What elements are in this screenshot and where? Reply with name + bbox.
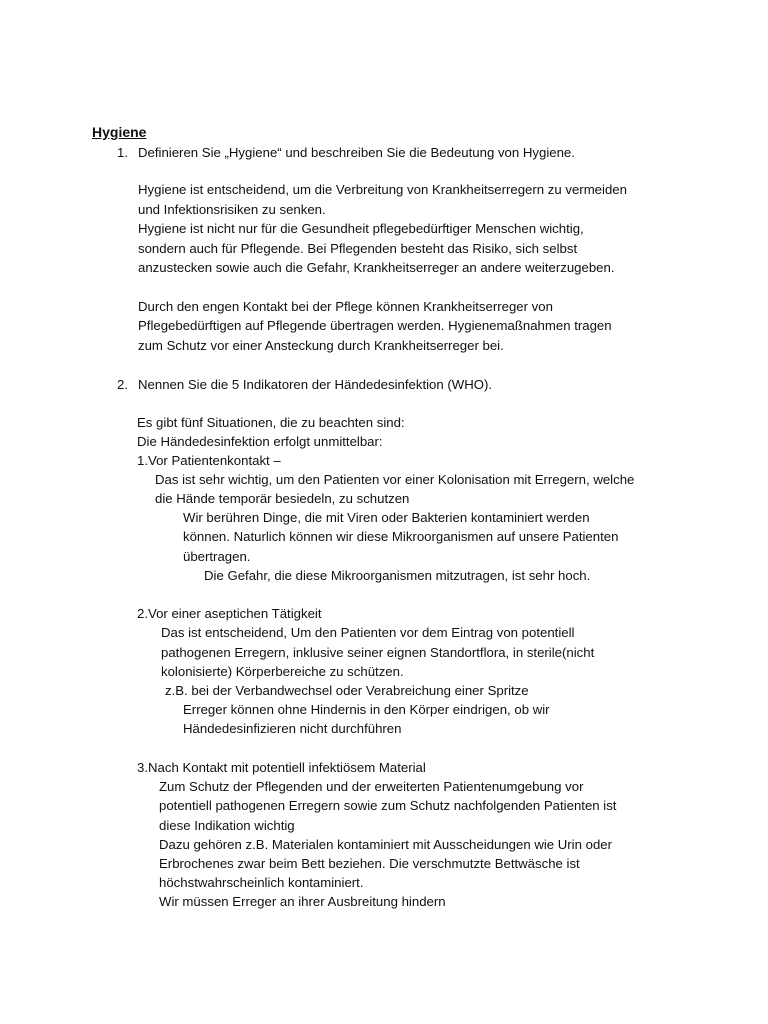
answer-line: die Hände temporär besiedeln, zu schutzen bbox=[155, 491, 410, 506]
answer-line: pathogenen Erregern, inklusive seiner eignen Standortflora, in sterile(nicht bbox=[161, 645, 595, 660]
indicator-heading: 2.Vor einer aseptichen Tätigkeit bbox=[137, 606, 322, 621]
indicator-heading: 1.Vor Patientenkontakt – bbox=[137, 453, 281, 468]
answer-line: Durch den engen Kontakt bei der Pflege können Krankheitserreger von bbox=[138, 299, 553, 314]
answer-line: zum Schutz vor einer Ansteckung durch Krankheitserreger bei. bbox=[138, 338, 504, 353]
answer-line: Dazu gehören z.B. Materialen kontaminiert mit Ausscheidungen wie Urin oder bbox=[159, 837, 613, 852]
answer-line: Das ist sehr wichtig, um den Patienten vor einer Kolonisation mit Erregern, welche bbox=[155, 472, 635, 487]
answer-line: kolonisierte) Körperbereiche zu schützen. bbox=[161, 664, 404, 679]
answer-line: potentiell pathogenen Erregern sowie zum Schutz nachfolgenden Patienten ist bbox=[159, 798, 617, 813]
answer-line: Das ist entscheidend, Um den Patienten vor dem Eintrag von potentiell bbox=[161, 625, 575, 640]
answer-line: können. Naturlich können wir diese Mikroorganismen auf unsere Patienten bbox=[183, 529, 619, 544]
answer-line: Die Händedesinfektion erfolgt unmittelbar: bbox=[137, 434, 383, 449]
answer-line: z.B. bei der Verbandwechsel oder Verabreichung einer Spritze bbox=[165, 683, 529, 698]
answer-line: Erreger können ohne Hindernis in den Körper eindrigen, ob wir bbox=[183, 702, 550, 717]
answer-line: Zum Schutz der Pflegenden und der erweiterten Patientenumgebung vor bbox=[159, 779, 584, 794]
question-number: 2. bbox=[117, 377, 128, 392]
answer-line: Hygiene ist nicht nur für die Gesundheit pflegebedürftiger Menschen wichtig, bbox=[138, 221, 584, 236]
answer-line: sondern auch für Pflegende. Bei Pflegenden besteht das Risiko, sich selbst bbox=[138, 241, 578, 256]
answer-line: Händedesinfizieren nicht durchführen bbox=[183, 721, 402, 736]
answer-line: übertragen. bbox=[183, 549, 251, 564]
answer-line: anzustecken sowie auch die Gefahr, Krankheitserreger an andere weiterzugeben. bbox=[138, 260, 615, 275]
answer-line: Wir berühren Dinge, die mit Viren oder Bakterien kontaminiert werden bbox=[183, 510, 590, 525]
answer-line: Es gibt fünf Situationen, die zu beachten sind: bbox=[137, 415, 405, 430]
answer-line: diese Indikation wichtig bbox=[159, 818, 295, 833]
question-number: 1. bbox=[117, 145, 128, 160]
indicator-heading: 3.Nach Kontakt mit potentiell infektiösem Material bbox=[137, 760, 426, 775]
answer-line: Erbrochenes zwar beim Bett beziehen. Die verschmutzte Bettwäsche ist bbox=[159, 856, 580, 871]
answer-line: Wir müssen Erreger an ihrer Ausbreitung hindern bbox=[159, 894, 446, 909]
question-heading: Nennen Sie die 5 Indikatoren der Händedesinfektion (WHO). bbox=[138, 377, 493, 392]
answer-line: Pflegebedürftigen auf Pflegende übertragen werden. Hygienemaßnahmen tragen bbox=[138, 318, 612, 333]
answer-line: Die Gefahr, die diese Mikroorganismen mitzutragen, ist sehr hoch. bbox=[204, 568, 591, 583]
answer-line: Hygiene ist entscheidend, um die Verbreitung von Krankheitserregern zu vermeiden bbox=[138, 182, 627, 197]
question-heading: Definieren Sie „Hygiene“ und beschreiben Sie die Bedeutung von Hygiene. bbox=[138, 145, 575, 160]
answer-line: höchstwahrscheinlich kontaminiert. bbox=[159, 875, 364, 890]
page-title: Hygiene bbox=[92, 124, 147, 140]
answer-line: und Infektionsrisiken zu senken. bbox=[138, 202, 326, 217]
